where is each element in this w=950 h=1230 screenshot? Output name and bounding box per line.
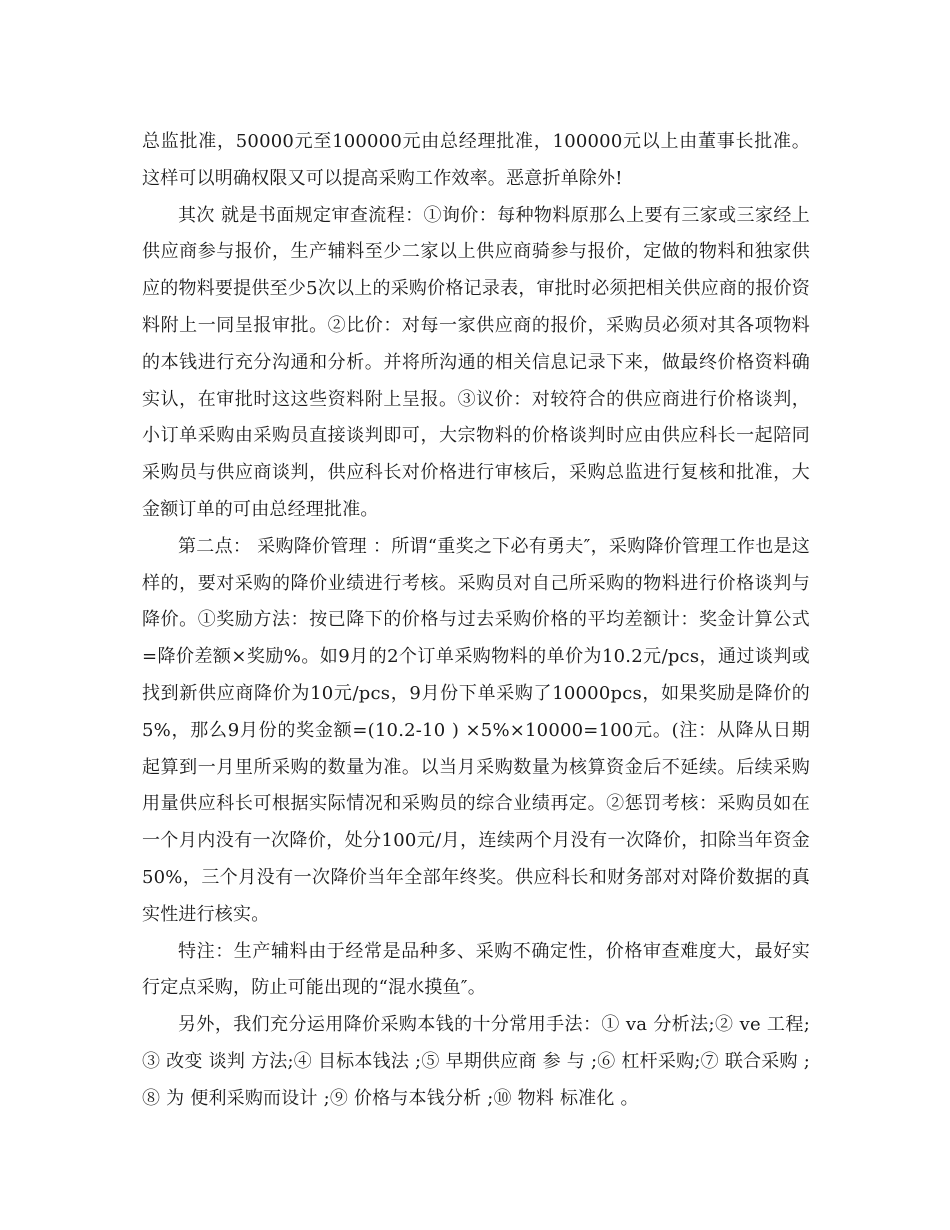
paragraph-price-reduction-management: 第二点： 采购降价管理 ：所谓“重奖之下必有勇夫″，采购降价管理工作也是这样的，要对采购的降价业绩进行考核。采购员对自己所采购的物料进行价格谈判与降价。①奖励方法：按已降下的价格与过去采购价格的平均差额计：奖金计算公式=降价差额×奖励%。如9月的2个订单采购物料的单价为10.2元/pcs，通过谈判或找到新供应商降价为10元/pcs，9月份下单采购了10000pcs，如果奖励是降价的5%，那么9月份的奖金额=(10.2-10 ) ×5%×10000=100元。(注：从降从日期起算到一月里所采购的数量为准。以当月采购数量为核算资金后不延续。后续采购用量供应科长可根据实际情况和采购员的综合业绩再定。②惩罚考核：采购员如在一个月内没有一次降价，处分100元/月，连续两个月没有一次降价，扣除当年资金50%，三个月没有一次降价当年全部年终奖。供应科长和财务部对对降价数据的真实性进行核实。	[142, 535, 810, 925]
document-page	[142, 124, 810, 1118]
paragraph-special-note: 特注：生产辅料由于经常是品种多、采购不确定性，价格审查难度大，最好实行定点采购，防止可能出现的“混水摸鱼″。	[142, 940, 810, 999]
paragraph-review-process: 其次 就是书面规定审查流程：①询价：每种物料原那么上要有三家或三家经上供应商参与报价，生产辅料至少二家以上供应商骑参与报价，定做的物料和独家供应的物料要提供至少5次以上的采购价格记录表，审批时必须把相关供应商的报价资料附上一同呈报审批。②比价：对每一家供应商的报价，采购员必须对其各项物料的本钱进行充分沟通和分析。并将所沟通的相关信息记录下来，做最终价格资料确实认，在审批时这这些资料附上呈报。③议价：对较符合的供应商进行价格谈判，小订单采购由采购员直接谈判即可，大宗物料的价格谈判时应由供应科长一起陪同采购员与供应商谈判，供应科长对价格进行审核后，采购总监进行复核和批准，大金额订单的可由总经理批准。	[142, 204, 810, 520]
paragraph-cost-reduction-methods: 另外，我们充分运用降价采购本钱的十分常用手法：① va 分析法;② ve 工程;③ 改变 谈判 方法;④ 目标本钱法 ;⑤ 早期供应商 参 与 ;⑥ 杠杆采购;⑦ 联合采购 ; ⑧ 为 便利采购而设计 ;⑨ 价格与本钱分析 ;⑩ 物料 标准化 。	[142, 1014, 810, 1109]
paragraph-approval-limits: 总监批准，50000元至100000元由总经理批准，100000元以上由董事长批准。这样可以明确权限又可以提高采购工作效率。恶意折单除外!	[142, 131, 810, 189]
